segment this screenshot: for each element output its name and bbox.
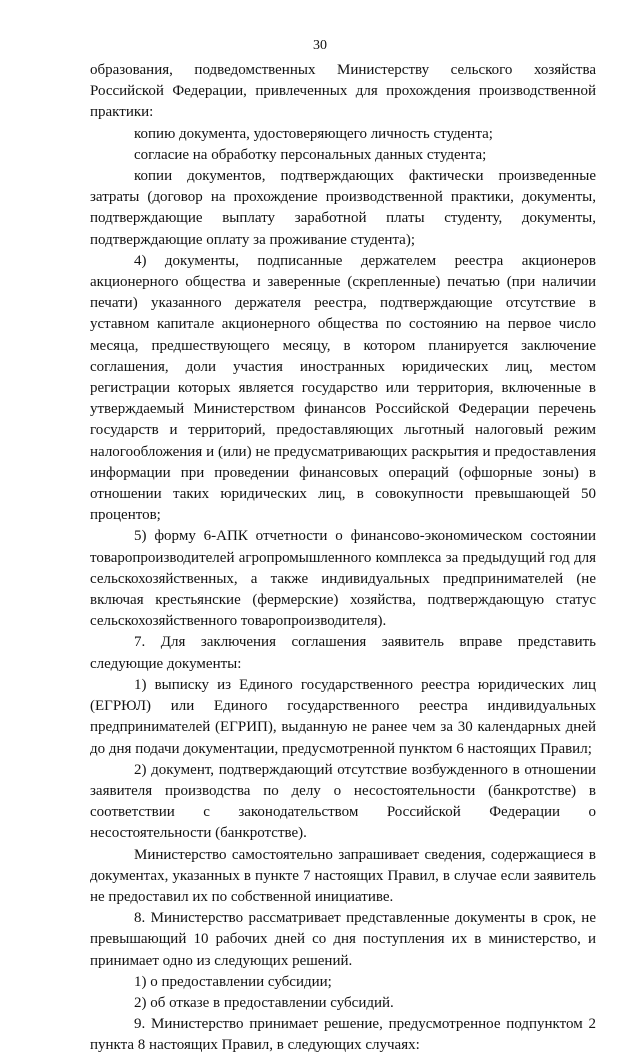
paragraph: копию документа, удостоверяющего личность студента; — [134, 125, 493, 142]
page-number: 30 — [313, 38, 327, 53]
paragraph: копии документов, подтверждающих фактически произведенные затраты (договор на прохождение производственной практики, документы, подтверждающие выплату заработной платы студенту, документы, подтверждающие оплату за проживание студента); — [90, 168, 596, 248]
document-body — [90, 60, 596, 1057]
paragraph: 5) форму 6-АПК отчетности о финансово-экономическом состоянии товаропроизводителей агропромышленного комплекса за предыдущий год для сельскохозяйственных, а также индивидуальных предпринимателей (не включая крестьянские (фермерские) хозяйства, подтверждающую статус сельскохозяйственного товаропроизводителя). — [90, 528, 596, 630]
paragraph: 2) об отказе в предоставлении субсидий. — [134, 994, 394, 1011]
paragraph: 7. Для заключения соглашения заявитель вправе представить следующие документы: — [90, 634, 596, 672]
paragraph: образования, подведомственных Министерству сельского хозяйства Российской Федерации, привлеченных для прохождения производственной практики: — [90, 62, 596, 121]
paragraph: 4) документы, подписанные держателем реестра акционеров акционерного общества и заверенные (скрепленные) печатью (при наличии печати) указанного держателя реестра, подтверждающие отсутствие в уставном капитале акционерного общества по состоянию на первое число месяца, предшествующего месяцу, в котором планируется заключение соглашения, доли участия иностранных юридических лиц, местом регистрации которых является государство или территория, включенные в утверждаемый Министерством финансов Российской Федерации перечень государств и территорий, предоставляющих льготный налоговый режим налогообложения и (или) не предусматривающих раскрытия и предоставления информации при проведении финансовых операций (офшорные зоны) в отношении таких юридических лиц, в совокупности превышающей 50 процентов; — [90, 252, 596, 524]
paragraph: 8. Министерство рассматривает представленные документы в срок, не превышающий 10 рабочих дней со дня поступления их в министерство, и принимает одно из следующих решений. — [90, 910, 596, 969]
paragraph: 1) о предоставлении субсидии; — [134, 973, 332, 990]
paragraph: Министерство самостоятельно запрашивает сведения, содержащиеся в документах, указанных в пункте 7 настоящих Правил, в случае если заявитель не предоставил их по собственной инициативе. — [90, 846, 596, 905]
paragraph: согласие на обработку персональных данных студента; — [134, 146, 487, 163]
paragraph: 2) документ, подтверждающий отсутствие возбужденного в отношении заявителя производства по делу о несостоятельности (банкротстве) в соответствии с законодательством Российской Федерации о несостоятельности (банкротстве). — [90, 761, 596, 842]
paragraph: 9. Министерство принимает решение, предусмотренное подпунктом 2 пункта 8 настоящих Правил, в следующих случаях: — [90, 1016, 596, 1054]
paragraph: 1) выписку из Единого государственного реестра юридических лиц (ЕГРЮЛ) или Единого государственного реестра индивидуальных предпринимателей (ЕГРИП), выданную не ранее чем за 30 календарных дней до дня подачи документации, предусмотренной пунктом 6 настоящих Правил; — [90, 676, 596, 757]
